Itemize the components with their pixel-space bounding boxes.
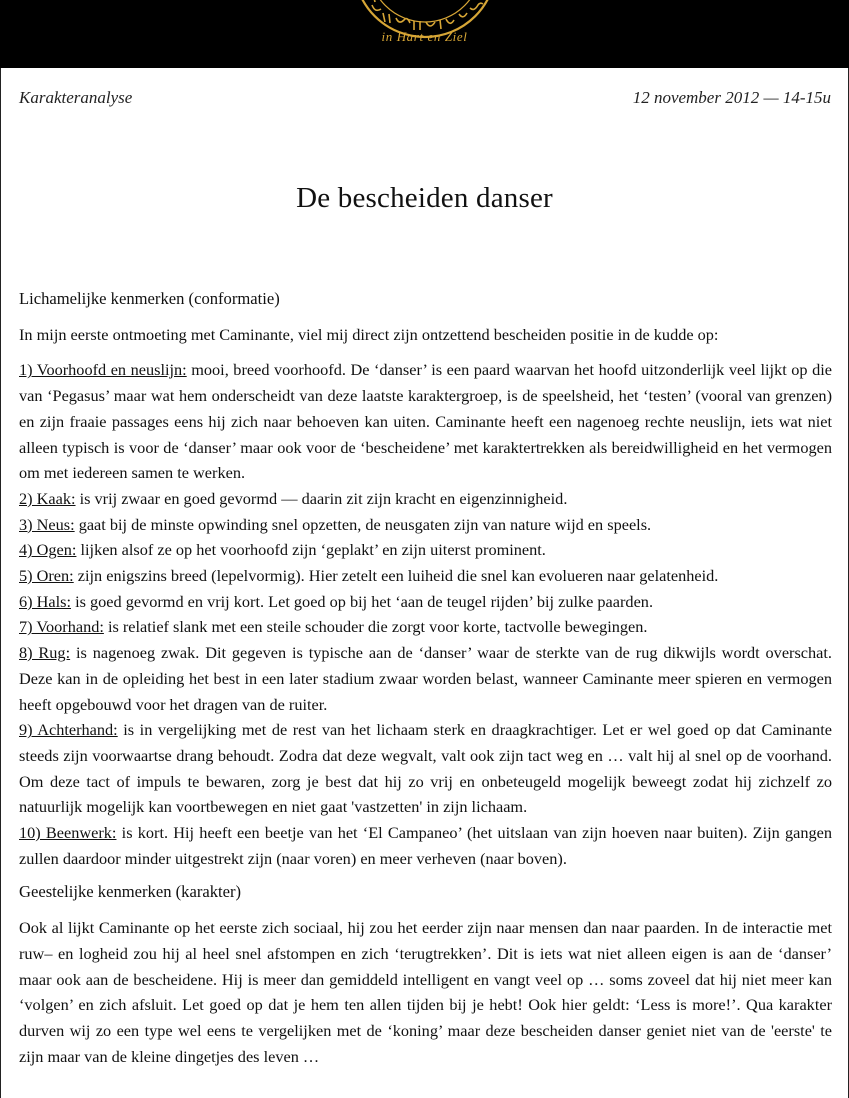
section-heading-character: Geestelijke kenmerken (karakter) bbox=[19, 882, 242, 902]
item-text: gaat bij de minste opwinding snel opzetten, de neusgaten zijn van nature wijd en speels. bbox=[74, 514, 652, 534]
list-item bbox=[19, 640, 832, 717]
item-text: zijn enigszins breed (lepelvormig). Hier zetelt een luiheid die snel kan evolueren naar gelatenheid. bbox=[73, 566, 719, 586]
item-label: 10) Beenwerk: bbox=[19, 823, 117, 843]
item-label: 7) Voorhand: bbox=[19, 617, 104, 637]
list-item bbox=[19, 486, 832, 512]
character-paragraph: Ook al lijkt Caminante op het eerste zich sociaal, hij zou het eerder zijn naar mensen dan naar paarden. In de interactie met ruw– en logheid zou hij al heel snel afstompen en zich ‘terugtrekken’. Dit is iets wat niet alleen eigen is aan de ‘danser’ maar ook aan de bescheidene. Hij is meer dan gemiddeld intelligent en vangt veel op … soms zoveel dat hij niet meer kan ‘volgen’ en zich afsluit. Let goed op dat je hem ten allen tijden bij je hebt! Ook hier geldt: ‘Less is more!’. Qua karakter durven wij zo een type wel eens te vergelijken met de ‘koning’ maar deze bescheiden danser geniet niet van de 'eerste' te zijn maar van de kleine dingetjes des leven … bbox=[19, 918, 832, 1066]
item-label: 5) Oren: bbox=[19, 566, 74, 586]
item-text: is kort. Hij heeft een beetje van het ‘El Campaneo’ (het uitslaan van zijn hoeven naar buiten). Zijn gangen zullen daardoor minder uitgestrekt zijn (naar voren) en meer verheven (naar boven). bbox=[19, 823, 832, 868]
item-text: is relatief slank met een steile schouder die zorgt voor korte, tactvolle bewegingen. bbox=[103, 617, 648, 637]
item-text: is goed gevormd en vrij kort. Let goed op bij het ‘aan de teugel rijden’ bij zulke paarden. bbox=[71, 591, 654, 611]
list-item bbox=[19, 820, 832, 871]
item-label: 2) Kaak: bbox=[19, 488, 76, 508]
item-text: is in vergelijking met de rest van het lichaam sterk en draagkrachtiger. Let er wel goed op dat Caminante steeds zijn voorwaartse drang behoudt. Zodra dat deze wegvalt, valt ook zijn tact weg en … valt hij al snel op de voorhand. Om deze tact of impuls te bewaren, zorg je best dat hij zo vrij en onbeteugeld mogelijk beweegt zodat hij zichzelf zo natuurlijk mogelijk kan voortbewegen en niet gaat 'vastzetten' in zijn lichaam. bbox=[19, 720, 833, 817]
list-item bbox=[19, 537, 832, 563]
item-text: mooi, breed voorhoofd. De ‘danser’ is een paard waarvan het hoofd uitzonderlijk veel lijkt op die van ‘Pegasus’ maar wat hem onderscheidt van deze laatste karaktergroep, is de speelsheid, het ‘testen’ (vooral van grenzen) en zijn fraaie passages eens hij zich naar behoeven kan uiten. Caminante heeft een nagenoeg rechte neuslijn, iets wat niet alleen typisch is voor de ‘danser’ maar ook voor de ‘bescheidene’ met karaktertrekken als bereidwilligheid en het vermogen om met iedereen samen te werken. bbox=[19, 360, 832, 483]
list-item bbox=[19, 563, 832, 589]
item-label: 8) Rug: bbox=[19, 643, 71, 663]
item-text: lijken alsof ze op het voorhoofd zijn ‘geplakt’ en zijn uiterst prominent. bbox=[76, 540, 546, 560]
item-label: 3) Neus: bbox=[19, 514, 75, 534]
item-label: 1) Voorhoofd en neuslijn: bbox=[19, 360, 187, 380]
page bbox=[0, 68, 849, 1098]
item-label: 4) Ogen: bbox=[19, 540, 77, 560]
item-text: is vrij zwaar en goed gevormd — daarin zit zijn kracht en eigenzinnigheid. bbox=[75, 488, 568, 508]
site-header bbox=[0, 0, 849, 68]
list-item bbox=[19, 589, 832, 615]
item-label: 9) Achterhand: bbox=[19, 720, 118, 740]
date-label: 12 november 2012 — 14-15u bbox=[632, 88, 831, 107]
category-label: Karakteranalyse bbox=[19, 88, 133, 107]
article-body bbox=[19, 286, 832, 1069]
item-label: 6) Hals: bbox=[19, 591, 71, 611]
page-title: De bescheiden danser bbox=[296, 182, 553, 214]
list-item bbox=[19, 614, 832, 640]
section-heading-physical: Lichamelijke kenmerken (conformatie) bbox=[19, 289, 280, 308]
list-item bbox=[19, 717, 832, 820]
tagline: in Hart en Ziel bbox=[381, 29, 468, 44]
list-item bbox=[19, 512, 832, 538]
list-item bbox=[19, 357, 832, 486]
intro-paragraph: In mijn eerste ontmoeting met Caminante, viel mij direct zijn ontzettend bescheiden positie in de kudde op: bbox=[19, 324, 719, 344]
item-text: is nagenoeg zwak. Dit gegeven is typische aan de ‘danser’ waar de sterkte van de rug dikwijls wordt overschat. Deze kan in de opleiding het best in een later stadium zwaar worden belast, wanneer Caminante meer spieren en vermogen heeft opgebouwd voor het dragen van de ruiter. bbox=[19, 643, 832, 714]
